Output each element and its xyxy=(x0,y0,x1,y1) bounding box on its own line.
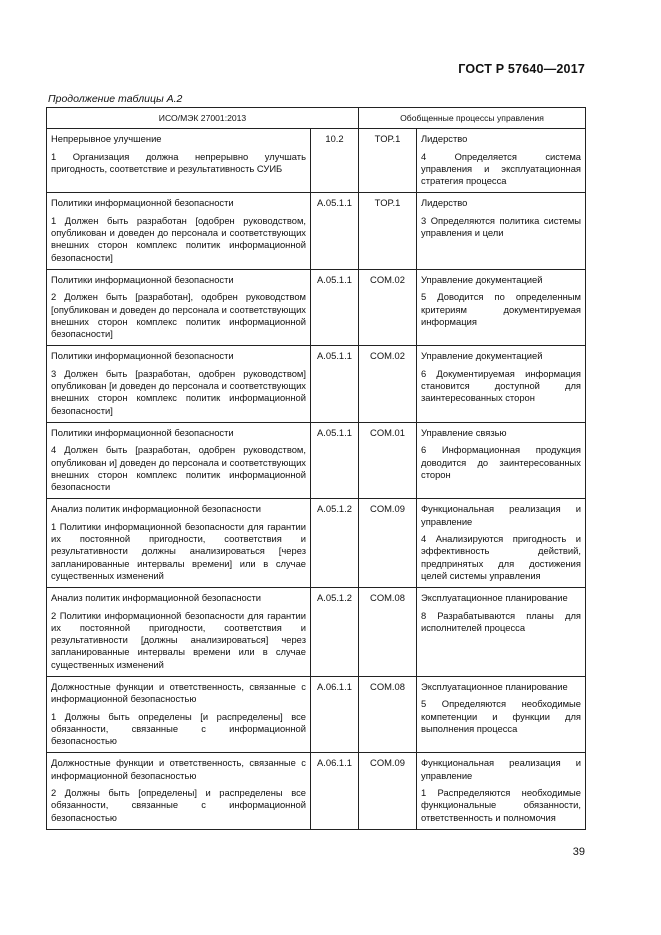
process-text: 4 Анализируются пригодность и эффективность действий, предпринятых для достижения целей системы управления xyxy=(421,533,581,581)
process-name: Функциональная реализация и управление xyxy=(421,757,581,781)
process-cell xyxy=(417,499,586,588)
requirement-text: 2 Должен быть [разработан], одобрен руководством [опубликован и доведен до персонала и соответствующих внешних сторон комплекс политик информационной безопасности] xyxy=(51,291,306,340)
header-processes: Обобщенные процессы управления xyxy=(359,108,586,129)
process-name: Эксплуатационное планирование xyxy=(421,680,568,692)
process-name: Управление связью xyxy=(421,426,507,438)
process-name: Управление документацией xyxy=(421,273,543,285)
table-row xyxy=(47,499,586,588)
process-text: 6 Информационная продукция доводится до заинтересованных сторон xyxy=(421,444,581,480)
requirement-text: 1 Политики информационной безопасности для гарантии их постоянной пригодности, соответствия и результативности должны анализироваться [через запланированные интервалы времени] или в случае существенных изменений xyxy=(51,520,306,581)
process-cell xyxy=(417,269,586,345)
requirement-title: Политики информационной безопасности xyxy=(51,426,234,438)
process-cell xyxy=(417,129,586,193)
mapping-table xyxy=(46,107,586,830)
table-row xyxy=(47,193,586,269)
requirement-cell xyxy=(47,676,311,752)
process-name: Управление документацией xyxy=(421,350,543,362)
process-text: 4 Определяется система управления и эксплуатационная стратегия процесса xyxy=(421,150,581,187)
process-cell xyxy=(417,193,586,269)
requirement-title: Непрерывное улучшение xyxy=(51,133,162,145)
process-text: 8 Разрабатываются планы для исполнителей процесса xyxy=(421,609,581,633)
requirement-cell xyxy=(47,193,311,269)
process-cell xyxy=(417,753,586,829)
requirement-cell xyxy=(47,588,311,677)
process-code-cell: TOP.1 xyxy=(359,129,417,193)
clause-cell: A.06.1.1 xyxy=(311,753,359,829)
process-text: 5 Определяются необходимые компетенции и функции для выполнения процесса xyxy=(421,698,581,734)
process-code-cell: COM.01 xyxy=(359,422,417,498)
process-code-cell: COM.02 xyxy=(359,269,417,345)
requirement-text: 3 Должен быть [разработан, одобрен руководством] опубликован [и доведен до персонала и соответствующих внешних сторон комплекс политик информационной безопасности] xyxy=(51,367,306,416)
clause-cell: A.05.1.1 xyxy=(311,193,359,269)
process-name: Функциональная реализация и управление xyxy=(421,503,581,527)
requirement-title: Политики информационной безопасности xyxy=(51,197,234,209)
process-code-cell: COM.09 xyxy=(359,499,417,588)
process-code-cell: COM.02 xyxy=(359,346,417,422)
requirement-title: Должностные функции и ответственность, связанные с информационной безопасностью xyxy=(51,680,306,705)
header-iso-iec: ИСО/МЭК 27001:2013 xyxy=(47,108,359,129)
requirement-cell xyxy=(47,499,311,588)
requirement-text: 2 Должны быть [определены] и распределены все обязанности, связанные с информационной безопасностью xyxy=(51,787,306,823)
clause-cell: A.05.1.1 xyxy=(311,269,359,345)
table-row xyxy=(47,753,586,829)
process-text: 6 Документируемая информация становится доступной для заинтересованных сторон xyxy=(421,367,581,404)
clause-cell: 10.2 xyxy=(311,129,359,193)
requirement-title: Политики информационной безопасности xyxy=(51,273,234,285)
process-cell xyxy=(417,676,586,752)
table-row xyxy=(47,588,586,677)
process-cell xyxy=(417,346,586,422)
requirement-title: Анализ политик информационной безопасности xyxy=(51,592,261,604)
clause-cell: A.05.1.2 xyxy=(311,588,359,677)
requirement-title: Анализ политик информационной безопасности xyxy=(51,503,261,515)
clause-cell: A.06.1.1 xyxy=(311,676,359,752)
document-code: ГОСТ Р 57640—2017 xyxy=(458,62,585,76)
process-name: Эксплуатационное планирование xyxy=(421,592,568,604)
clause-cell: A.05.1.2 xyxy=(311,499,359,588)
requirement-cell xyxy=(47,753,311,829)
requirement-cell xyxy=(47,129,311,193)
requirement-cell xyxy=(47,422,311,498)
requirement-text: 2 Политики информационной безопасности для гарантии их постоянной пригодности, соответствия и результативности [должны анализироваться] через запланированные интервалы времени или в случае существенных изменений xyxy=(51,609,306,670)
table-row xyxy=(47,676,586,752)
process-text: 1 Распределяются необходимые функциональные обязанности, ответственность и полномочия xyxy=(421,787,581,823)
process-name: Лидерство xyxy=(421,133,468,145)
process-text: 5 Доводится по определенным критериям документируемая информация xyxy=(421,291,581,327)
process-cell xyxy=(417,422,586,498)
table-header-row xyxy=(47,108,586,129)
table-row xyxy=(47,129,586,193)
requirement-cell xyxy=(47,346,311,422)
process-code-cell: COM.08 xyxy=(359,676,417,752)
requirement-text: 1 Должен быть разработан [одобрен руководством, опубликован и доведен до персонала и соответствующих внешних сторон комплекс политик информационной безопасности] xyxy=(51,214,306,263)
requirement-text: 4 Должен быть [разработан, одобрен руководством, опубликован и] доведен до персонала и соответствующих внешних сторон комплекс политик информационной безопасности xyxy=(51,444,306,493)
table-row xyxy=(47,346,586,422)
requirement-text: 1 Организация должна непрерывно улучшать пригодность, соответствие и результативность СУИБ xyxy=(51,150,306,174)
process-name: Лидерство xyxy=(421,197,468,209)
table-row xyxy=(47,422,586,498)
process-cell xyxy=(417,588,586,677)
requirement-text: 1 Должны быть определены [и распределены] все обязанности, связанные с информационной безопасностью xyxy=(51,710,306,747)
clause-cell: A.05.1.1 xyxy=(311,346,359,422)
requirement-cell xyxy=(47,269,311,345)
clause-cell: A.05.1.1 xyxy=(311,422,359,498)
requirement-title: Должностные функции и ответственность, связанные с информационной безопасностью xyxy=(51,757,306,781)
process-code-cell: COM.09 xyxy=(359,753,417,829)
process-text: 3 Определяются политика системы управления и цели xyxy=(421,214,581,239)
requirement-title: Политики информационной безопасности xyxy=(51,350,234,362)
table-caption: Продолжение таблицы А.2 xyxy=(48,93,183,105)
table-row xyxy=(47,269,586,345)
process-code-cell: COM.08 xyxy=(359,588,417,677)
page-number: 39 xyxy=(572,846,585,858)
process-code-cell: TOP.1 xyxy=(359,193,417,269)
